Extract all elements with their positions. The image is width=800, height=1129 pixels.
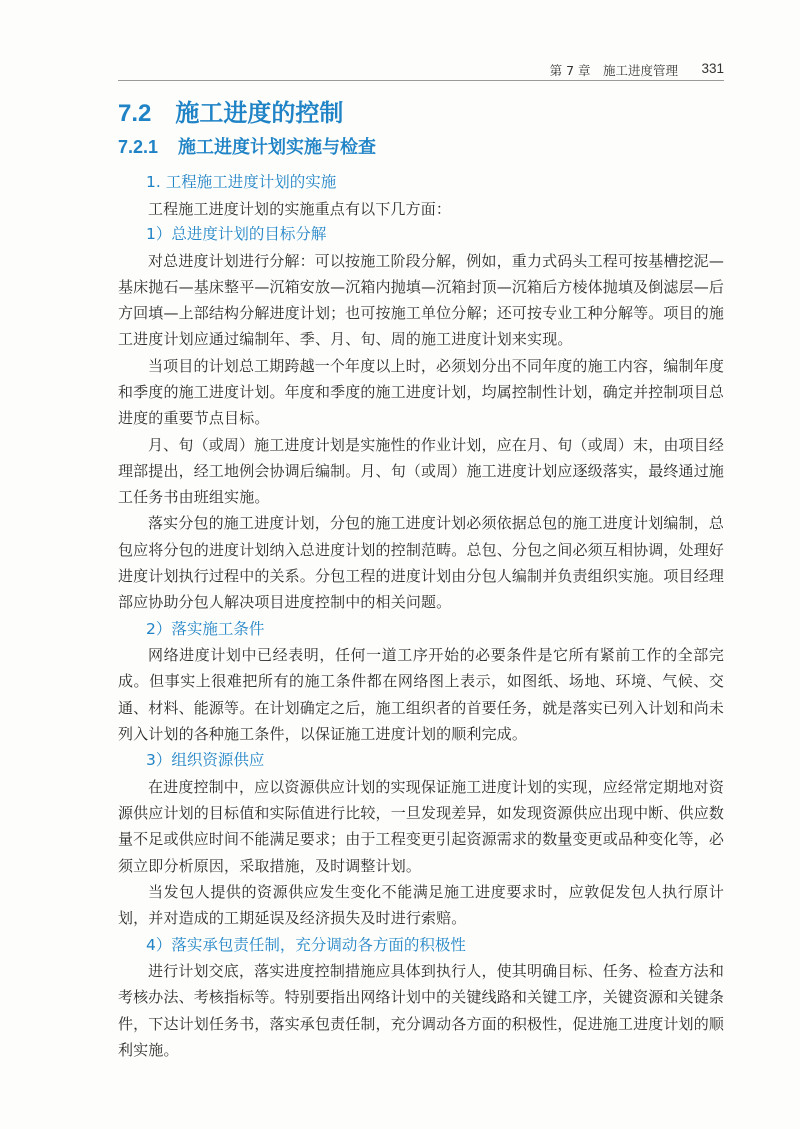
running-header (118, 58, 724, 81)
paragraph: 进行计划交底，落实进度控制措施应具体到执行人，使其明确目标、任务、检查方法和考核办法、考核指标等。特别要指出网络计划中的关键线路和关键工序，关键资源和关键条件，下达计划任务书，落实承包责任制，充分调动各方面的积极性，促进施工进度计划的顺利实施。 (118, 962, 725, 1060)
section-title (118, 93, 343, 128)
subsection-title-text: 施工进度计划实施与检查 (178, 137, 377, 158)
chapter-title: 第 7 章 施工进度管理 (549, 63, 678, 78)
heading-level-3: 1. 工程施工进度计划的实施 (146, 173, 337, 191)
paragraph: 在进度控制中，应以资源供应计划的实现保证施工进度计划的实现，应经常定期地对资源供应计划的目标值和实际值进行比较，一旦发现差异，如发现资源供应出现中断、供应数量不足或供应时间不能满足要求；由于工程变更引起资源需求的数量变更或品种变化等，必须立即分析原因，采取措施，及时调整计划。 (118, 777, 725, 875)
paragraph: 落实分包的施工进度计划，分包的施工进度计划必须依据总包的施工进度计划编制，总包应将分包的进度计划纳入总进度计划的控制范畴。总包、分包之间必须互相协调，处理好进度计划执行过程中的关系。分包工程的进度计划由分包人编制并负责组织实施。项目经理部应协助分包人解决项目进度控制中的相关问题。 (118, 514, 725, 612)
page-number: 331 (701, 61, 724, 76)
section-title-text: 施工进度的控制 (175, 99, 344, 127)
paragraph: 对总进度计划进行分解：可以按施工阶段分解，例如，重力式码头工程可按基槽挖泥—基床抛石—基床整平—沉箱安放—沉箱内抛填—沉箱封顶—沉箱后方棱体抛填及倒滤层—后方回填—上部结构分解进度计划；也可按施工单位分解；还可按专业工种分解等。项目的施工进度计划应通过编制年、季、月、旬、周的施工进度计划来实现。 (118, 251, 725, 349)
paragraph: 当项目的计划总工期跨越一个年度以上时，必须划分出不同年度的施工内容，编制年度和季度的施工进度计划。年度和季度的施工进度计划，均属控制性计划，确定并控制项目总进度的重要节点目标。 (118, 356, 725, 428)
item-heading-2: 2）落实施工条件 (146, 619, 265, 638)
body-content (118, 168, 724, 1063)
paragraph: 网络进度计划中已经表明，任何一道工序开始的必要条件是它所有紧前工作的全部完成。但事实上很难把所有的施工条件都在网络图上表示，如图纸、场地、环境、气候、交通、材料、能源等。在计划确定之后，施工组织者的首要任务，就是落实已列入计划和尚未列入计划的各种施工条件，以保证施工进度计划的顺利完成。 (118, 646, 725, 744)
item-heading-3: 3）组织资源供应 (146, 751, 265, 770)
subsection-number: 7.2.1 (118, 137, 159, 157)
section-number: 7.2 (118, 100, 152, 127)
item-heading-4: 4）落实承包责任制，充分调动各方面的积极性 (146, 935, 466, 954)
subsection-title (118, 133, 376, 159)
paragraph: 月、旬（或周）施工进度计划是实施性的作业计划，应在月、旬（或周）末，由项目经理部提出，经工地例会协调后编制。月、旬（或周）施工进度计划应逐级落实，最终通过施工任务书由班组实施。 (118, 435, 725, 507)
paragraph: 当发包人提供的资源供应发生变化不能满足施工进度要求时，应敦促发包人执行原计划，并对造成的工期延误及经济损失及时进行索赔。 (118, 883, 724, 928)
item-heading-1: 1）总进度计划的目标分解 (146, 225, 327, 243)
intro-paragraph: 工程施工进度计划的实施重点有以下几方面： (148, 200, 452, 218)
